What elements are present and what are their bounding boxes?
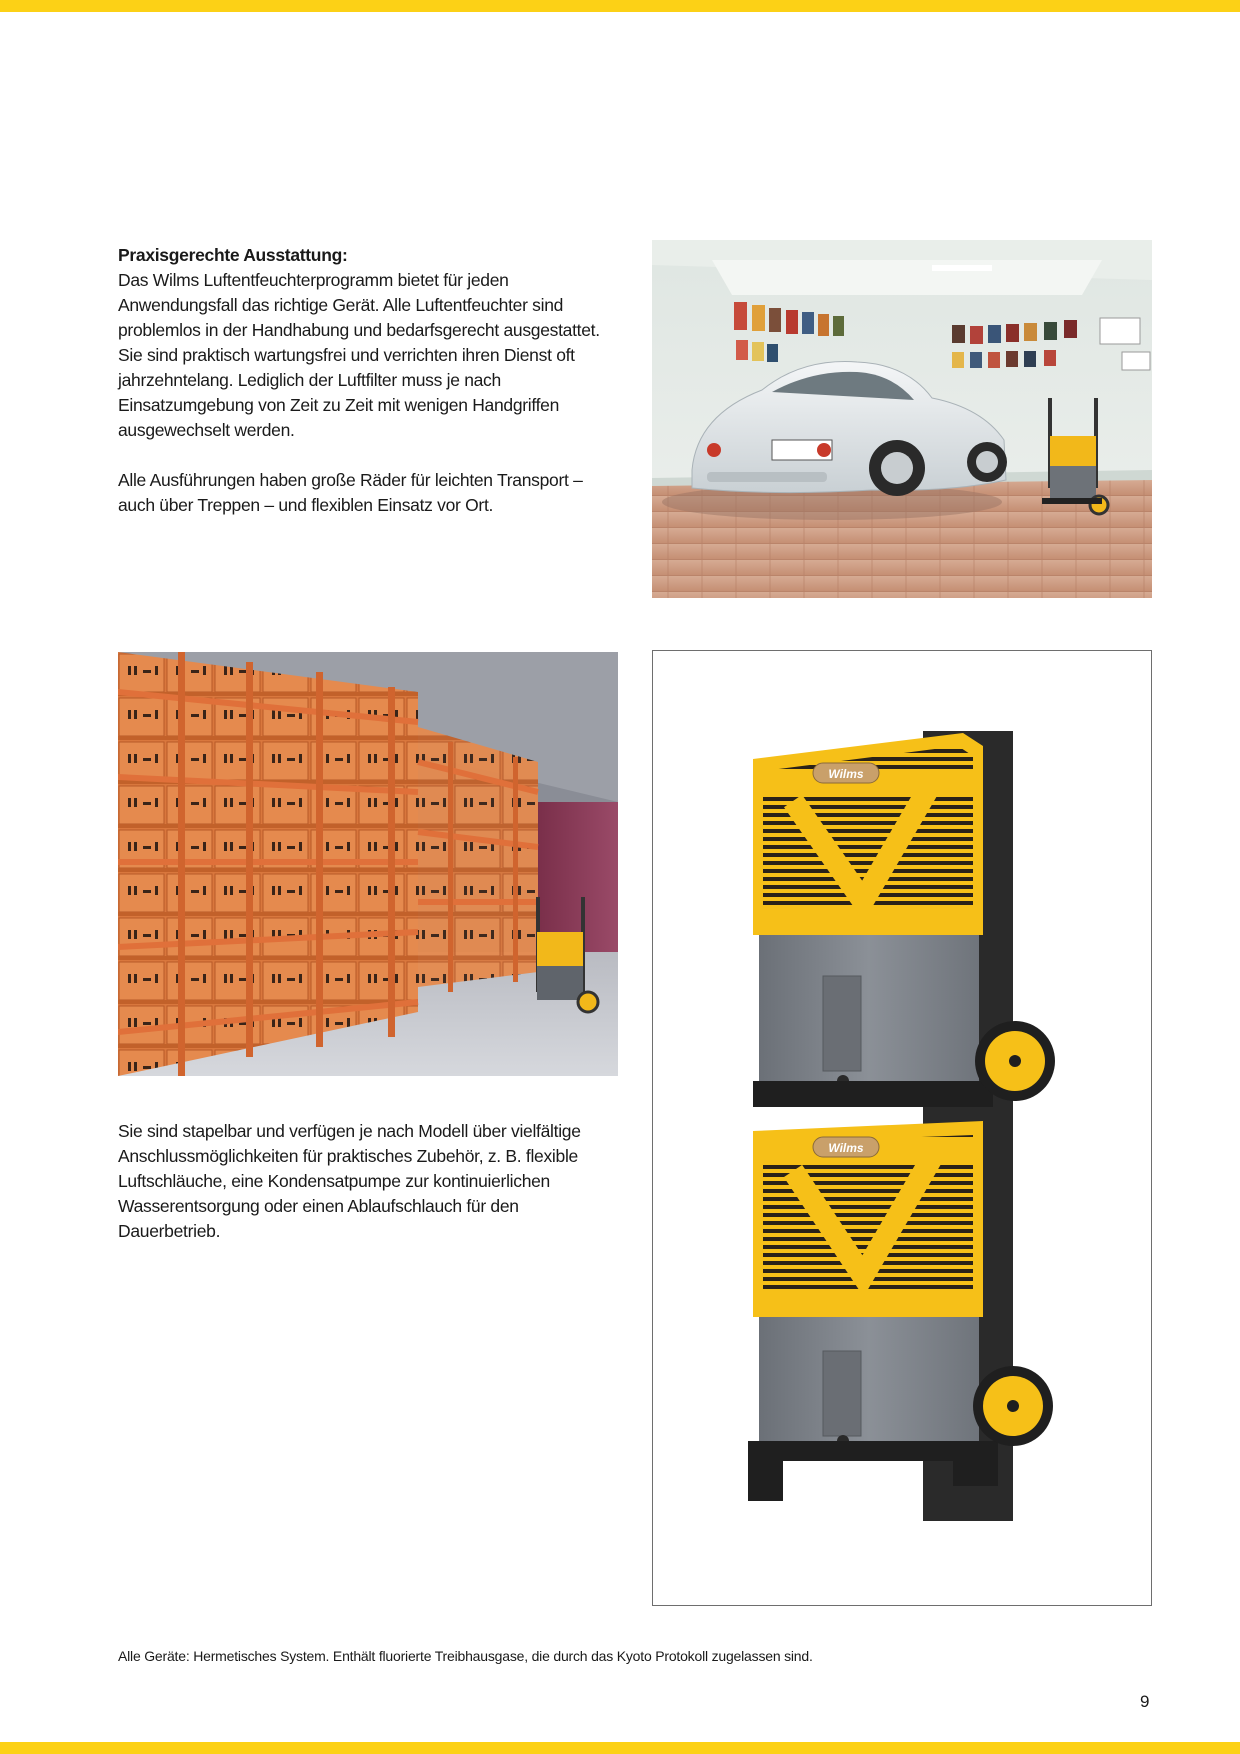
intro-paragraph: Das Wilms Luftentfeuchterprogramm bietet für jeden Anwendungsfall das richtige Gerät. Alle Luftentfeuchter sind problemlos in der Handhabung und bedarfsgerecht ausgestattet. Sie sind praktisch wartungsfrei und verrichten ihren Dienst oft jahrzehntelang. Lediglich der Luftfilter muss je nach Einsatzumgebung von Zeit zu Zeit mit wenigen Handgriffen ausgewechselt werden. bbox=[118, 270, 600, 440]
section-heading: Praxisgerechte Ausstattung: bbox=[118, 245, 348, 265]
svg-text:Wilms: Wilms bbox=[828, 767, 864, 781]
footnote: Alle Geräte: Hermetisches System. Enthält fluorierte Treibhausgase, die durch das Kyoto Protokoll zugelassen sind. bbox=[118, 1648, 813, 1664]
stacking-text-block bbox=[118, 1119, 618, 1244]
upper-dehumidifier-unit bbox=[753, 733, 993, 1107]
top-accent-bar bbox=[0, 0, 1240, 12]
upper-wheel bbox=[975, 1021, 1055, 1101]
stacked-dehumidifiers-photo bbox=[652, 650, 1152, 1606]
svg-text:Wilms: Wilms bbox=[828, 1141, 864, 1155]
garage-photo bbox=[652, 240, 1152, 598]
bottom-accent-bar bbox=[0, 1742, 1240, 1754]
page-number: 9 bbox=[1140, 1692, 1150, 1711]
stacking-paragraph: Sie sind stapelbar und verfügen je nach Modell über vielfältige Anschlussmöglichkeiten für praktisches Zubehör, z. B. flexible Luftschläuche, eine Kondensatpumpe zur kontinuierlichen Wasserentsorgung oder einen Ablaufschlauch für den Dauerbetrieb. bbox=[118, 1121, 581, 1241]
lower-dehumidifier-unit bbox=[748, 1121, 998, 1501]
lower-wheel bbox=[973, 1366, 1053, 1446]
transport-paragraph: Alle Ausführungen haben große Räder für leichten Transport – auch über Treppen – und flexiblen Einsatz vor Ort. bbox=[118, 470, 583, 515]
archive-photo bbox=[118, 652, 618, 1076]
intro-text-block bbox=[118, 243, 618, 518]
